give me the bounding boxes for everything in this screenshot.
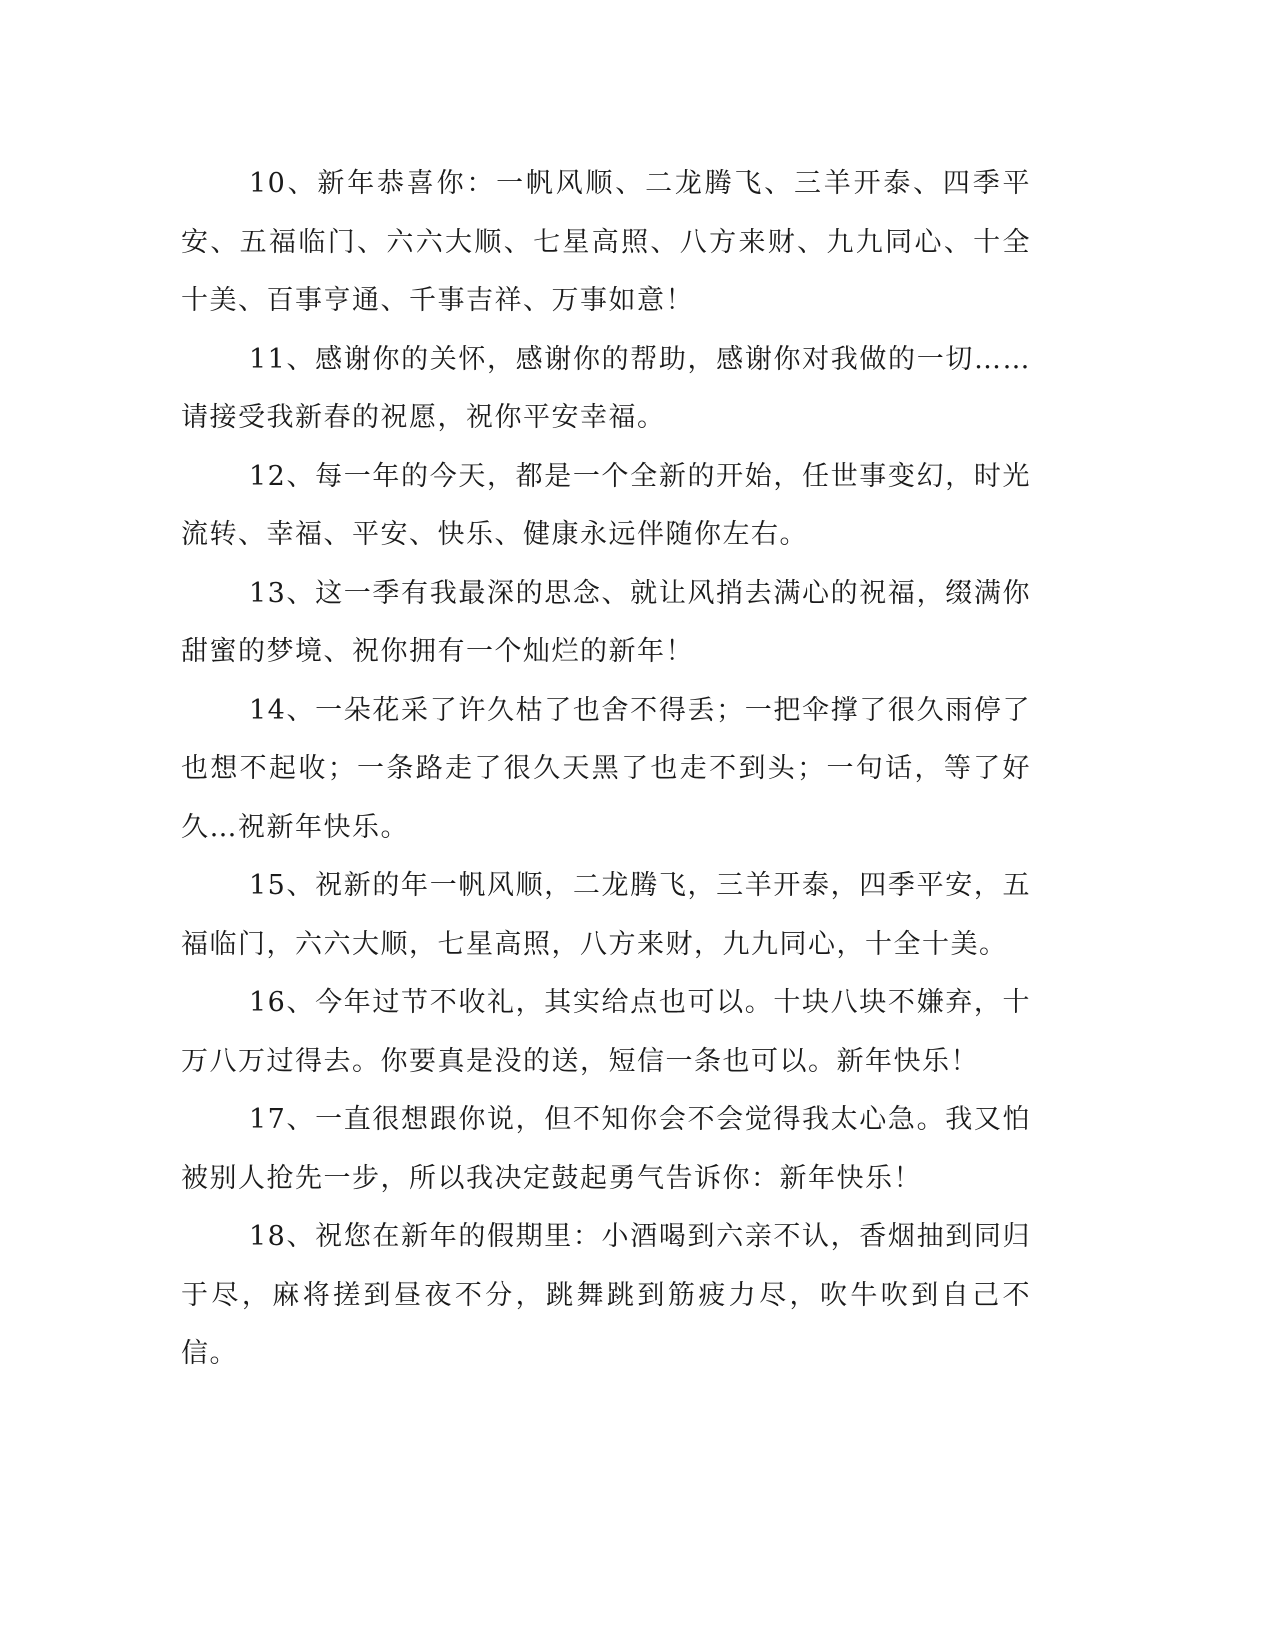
paragraph-18: 18、祝您在新年的假期里：小酒喝到六亲不认，香烟抽到同归于尽，麻将搓到昼夜不分，跳舞跳到筋疲力尽，吹牛吹到自己不信。 [181,1221,1031,1369]
paragraph-12: 12、每一年的今天，都是一个全新的开始，任世事变幻，时光流转、幸福、平安、快乐、健康永远伴随你左右。 [181,460,1031,550]
paragraph-13: 13、这一季有我最深的思念、就让风捎去满心的祝福，缀满你甜蜜的梦境、祝你拥有一个灿烂的新年！ [181,577,1031,667]
paragraph-14: 14、一朵花采了许久枯了也舍不得丢；一把伞撑了很久雨停了也想不起收；一条路走了很久天黑了也走不到头；一句话，等了好久…祝新年快乐。 [181,694,1031,843]
paragraph-10: 10、新年恭喜你：一帆风顺、二龙腾飞、三羊开泰、四季平安、五福临门、六六大顺、七星高照、八方来财、九九同心、十全十美、百事亨通、千事吉祥、万事如意！ [181,168,1031,316]
paragraph-11: 11、感谢你的关怀，感谢你的帮助，感谢你对我做的一切……请接受我新春的祝愿，祝你平安幸福。 [181,343,1031,433]
document-body [181,155,1031,1384]
paragraph-16: 16、今年过节不收礼，其实给点也可以。十块八块不嫌弃，十万八万过得去。你要真是没的送，短信一条也可以。新年快乐！ [181,987,1031,1077]
paragraph-15: 15、祝新的年一帆风顺，二龙腾飞，三羊开泰，四季平安，五福临门，六六大顺，七星高照，八方来财，九九同心，十全十美。 [181,870,1031,960]
paragraph-17: 17、一直很想跟你说，但不知你会不会觉得我太心急。我又怕被别人抢先一步，所以我决定鼓起勇气告诉你：新年快乐！ [181,1104,1031,1194]
